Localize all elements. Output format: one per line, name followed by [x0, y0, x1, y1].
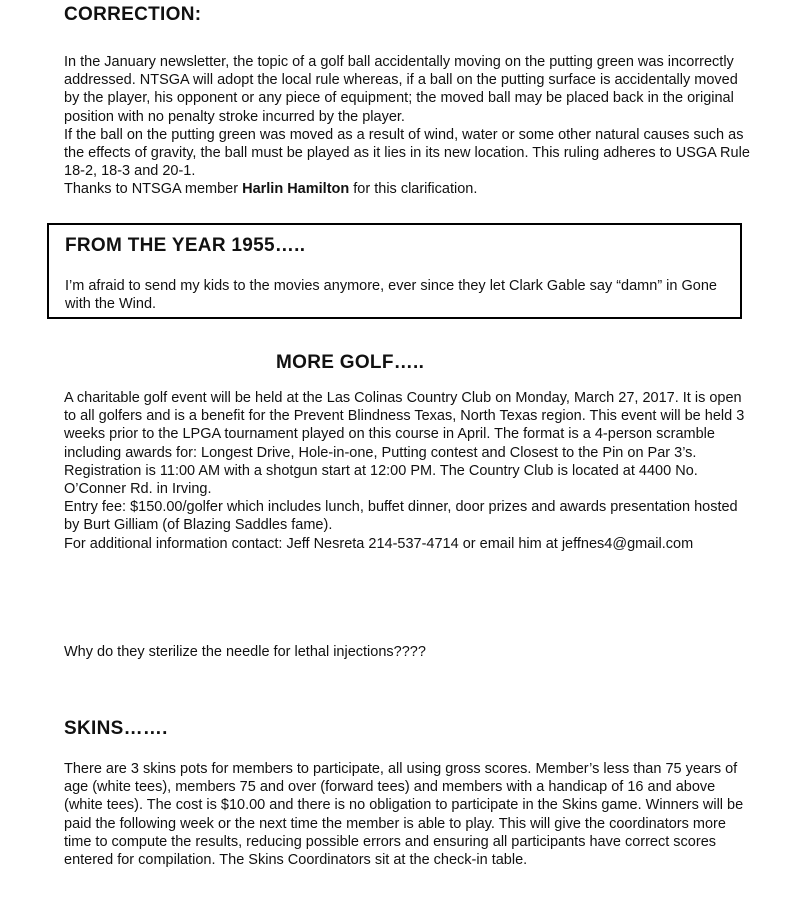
more-golf-paragraph-3: Entry fee: $150.00/golfer which includes lunch, buffet dinner, door prizes and awards presentation hosted by Burt Gilliam (of Blazing Saddles fame).	[64, 499, 738, 534]
correction-body	[64, 53, 754, 199]
joke-line: Why do they sterilize the needle for lethal injections????	[64, 644, 426, 660]
correction-paragraph-2: If the ball on the putting green was moved as a result of wind, water or some other natural causes such as the effects of gravity, the ball must be played as it lies in its new location. This ruling adheres to USGA Rule 18-2, 18-3 and 20-1.	[64, 126, 750, 180]
more-golf-paragraph-1: A charitable golf event will be held at the Las Colinas Country Club on Monday, March 27, 2017. It is open to all golfers and is a benefit for the Prevent Blindness Texas, North Texas region. This event will be held 3 weeks prior to the LPGA tournament played on this course in April. The format is a 4-person scramble including awards for: Longest Drive, Hole-in-one, Putting contest and Closest to the Pin on Par 3’s.	[64, 390, 745, 461]
correction-heading: CORRECTION:	[64, 4, 202, 25]
more-golf-heading: MORE GOLF…..	[276, 352, 425, 373]
correction-paragraph-1: In the January newsletter, the topic of a golf ball accidentally moving on the putting green was incorrectly addressed. NTSGA will adopt the local rule whereas, if a ball on the putting surface is accidentally moved by the player, his opponent or any piece of equipment; the moved ball may be placed back in the original position with no penalty stroke incurred by the player.	[64, 54, 738, 125]
more-golf-paragraph-4: For additional information contact: Jeff Nesreta 214-537-4714 or email him at jeffnes4@gmail.com	[64, 535, 694, 552]
skins-body: There are 3 skins pots for members to participate, all using gross scores. Member’s less than 75 years of age (white tees), members 75 and over (forward tees) and members with a handicap of 16 and above (white tees). The cost is $10.00 and there is no obligation to participate in the Skins game. Winners will be paid the following week or the next time the member is able to play. This will give the coordinators more time to compute the results, reducing possible errors and ensuring all participants have correct scores entered for compilation. The Skins Coordinators sit at the check-in table.	[64, 761, 744, 869]
thanks-suffix: for this clarification.	[349, 181, 478, 198]
correction-section	[64, 4, 754, 199]
year-1955-box	[47, 223, 742, 319]
more-golf-paragraph-2: Registration is 11:00 AM with a shotgun start at 12:00 PM. The Country Club is located at 4400 No. O’Conner Rd. in Irving.	[64, 462, 698, 498]
thanks-prefix: Thanks to NTSGA member	[64, 181, 243, 198]
skins-heading: SKINS…….	[64, 718, 168, 739]
year-1955-heading: FROM THE YEAR 1955…..	[65, 235, 306, 256]
year-1955-text: I’m afraid to send my kids to the movies anymore, ever since they let Clark Gable say “damn” in Gone with the Wind.	[65, 278, 717, 313]
thanks-member-name: Harlin Hamilton	[242, 181, 350, 198]
correction-thanks	[64, 180, 754, 198]
more-golf-body	[64, 389, 754, 553]
